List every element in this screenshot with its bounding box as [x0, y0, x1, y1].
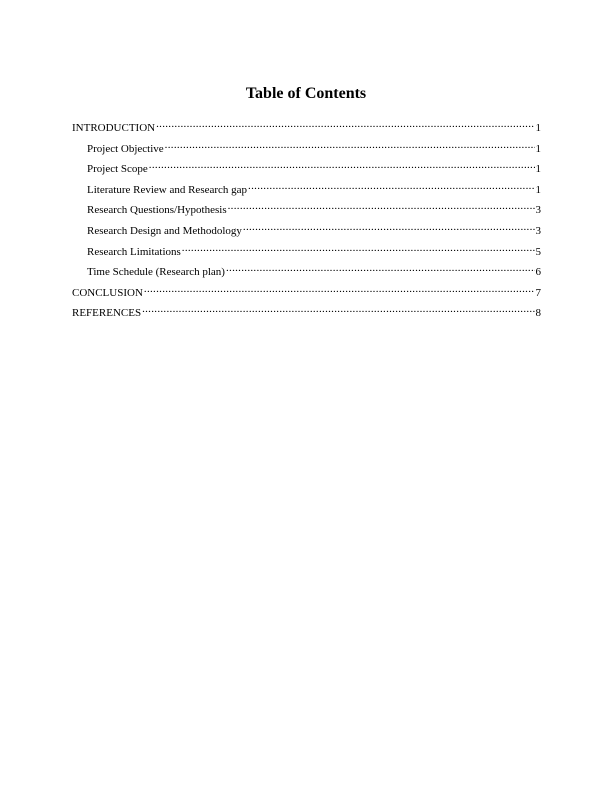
- toc-dot-leader: [165, 138, 535, 152]
- toc-entry-research-questions[interactable]: [72, 199, 541, 220]
- toc-dot-leader: [228, 199, 535, 213]
- toc-entry-text: Time Schedule (Research plan): [87, 266, 225, 279]
- toc-entry-project-objective[interactable]: [72, 138, 541, 159]
- toc-entry-text: INTRODUCTION: [72, 122, 156, 134]
- toc-page-number: 8: [535, 307, 541, 320]
- toc-entry-text: Research Design and Methodology: [87, 224, 242, 237]
- toc-page-number: 1: [535, 183, 541, 196]
- toc-page-number: 6: [535, 266, 541, 279]
- toc-entry-research-design[interactable]: [72, 220, 541, 241]
- toc-dot-leader: [142, 302, 534, 316]
- toc-entry-time-schedule[interactable]: [72, 261, 541, 282]
- toc-entry-text: REFERENCES: [72, 307, 142, 320]
- toc-page-number: 1: [535, 163, 541, 176]
- toc-entry-project-scope[interactable]: [72, 158, 541, 179]
- toc-dot-leader: [149, 158, 535, 172]
- toc-dot-leader: [243, 220, 535, 234]
- toc-entry-text: Research Limitations: [87, 245, 181, 258]
- toc-dot-leader: [182, 241, 535, 255]
- toc-entry-conclusion[interactable]: [72, 282, 541, 303]
- toc-entry-text: Project Scope: [87, 163, 148, 176]
- toc-page-number: 3: [535, 224, 541, 237]
- toc-dot-leader: [226, 261, 535, 275]
- toc-page-number: 5: [535, 245, 541, 258]
- toc-entry-text: CONCLUSION: [72, 286, 143, 299]
- toc-page-number: 1: [535, 122, 541, 134]
- toc-entry-text: Literature Review and Research gap: [87, 183, 248, 196]
- toc-entry-text: Research Questions/Hypothesis: [87, 204, 227, 217]
- toc-title: Table of Contents: [245, 85, 367, 102]
- toc-entry-introduction[interactable]: [72, 117, 541, 138]
- toc-entry-literature-review[interactable]: [72, 179, 541, 200]
- toc-page-number: 3: [535, 204, 541, 217]
- toc-dot-leader: [248, 179, 534, 193]
- toc-dot-leader: [156, 117, 534, 131]
- toc-entry-references[interactable]: [72, 302, 541, 323]
- toc-dot-leader: [144, 282, 535, 296]
- toc-list: [72, 117, 541, 323]
- toc-entry-research-limitations[interactable]: [72, 241, 541, 262]
- toc-page-number: 7: [535, 286, 541, 299]
- toc-entry-text: Project Objective: [87, 142, 164, 155]
- toc-page-number: 1: [535, 142, 541, 155]
